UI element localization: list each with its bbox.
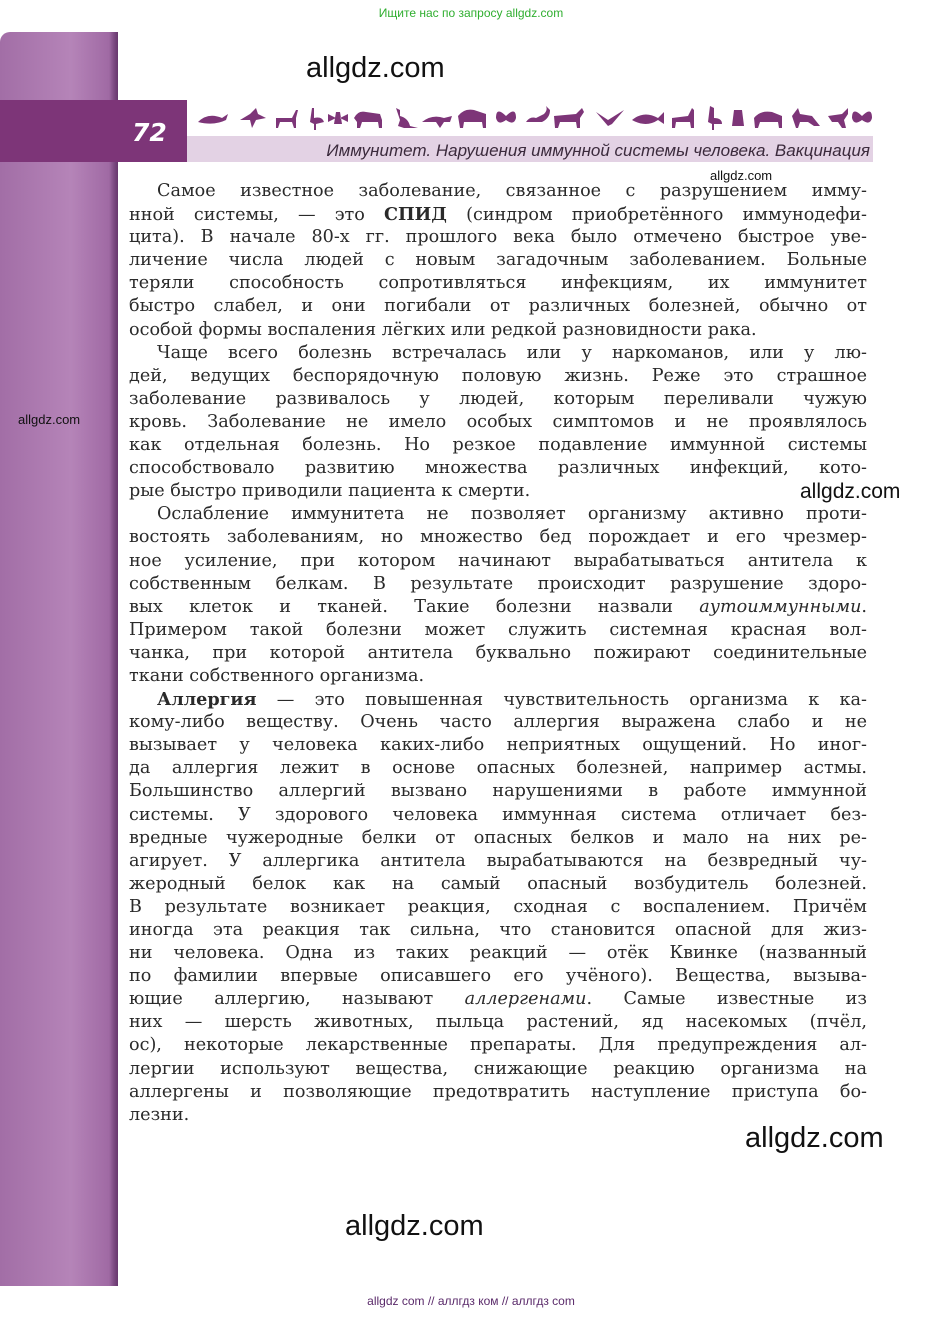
text-line: Большинство аллергий вызвано нарушениями в работе иммунной <box>129 781 867 802</box>
moth-icon <box>852 110 872 128</box>
text-line: вредные чужеродные белки от опасных белков и мало на них ре- <box>129 827 867 848</box>
term-allergens: аллергенами <box>464 989 587 1010</box>
text-line: системы. У здорового человека иммунная система отличает без- <box>129 804 867 825</box>
horse-icon <box>554 108 584 128</box>
bear-icon <box>754 112 782 128</box>
term-allergy: Аллергия <box>157 689 257 711</box>
text-line: ющие аллергию, называют аллергенами. Самые известные из <box>129 989 867 1010</box>
watermark-right-bottom: allgdz.com <box>745 1122 884 1154</box>
watermark-sidebar: allgdz.com <box>18 412 81 427</box>
bird-icon <box>240 108 266 128</box>
text-line: вых клеток и тканей. Такие болезни назвали аутоиммунными. <box>129 596 867 617</box>
dolphin-icon <box>198 114 228 124</box>
text-line: кому-либо веществу. Очень часто аллергия выражена слабо и не <box>129 712 867 733</box>
text-line: ное усиление, при котором начинают вырабатываться антитела к <box>129 550 867 571</box>
text-line: как отдельная болезнь. Но резкое подавление иммунной системы <box>129 435 867 456</box>
text-line: Самое известное заболевание, связанное с разрушением имму- <box>157 181 867 201</box>
bison-icon <box>458 110 486 128</box>
watermark-center-bottom: allgdz.com <box>345 1210 484 1242</box>
text-line: нной системы, — это СПИД (синдром приобретённого иммунодефи- <box>129 204 867 226</box>
scorpion-icon <box>526 106 550 122</box>
text-line: жеродный белок как на самый опасный возбудитель болезней. <box>129 873 867 894</box>
beetle-icon <box>728 110 748 126</box>
animal-silhouettes-strip <box>192 104 872 132</box>
text-line: особой формы воспаления лёгких или редкой разновидности рака. <box>129 319 757 340</box>
text-line: Аллергия — это повышенная чувствительность организма к ка- <box>157 689 867 711</box>
lizard-icon <box>422 116 452 128</box>
text-line: кровь. Заболевание не имело особых симптомов и не проявлялось <box>129 411 867 432</box>
whale-icon <box>632 112 664 124</box>
text-line: вызывает у человека каких-либо неприятных ощущений. Но иног- <box>129 735 867 756</box>
text-line: да аллергия лежит в основе опасных болезней, например астмы. <box>129 758 867 779</box>
text-line: них — шерсть животных, пыльца растений, яд насекомых (пчёл, <box>129 1012 867 1033</box>
text-line: ос), некоторые лекарственные препараты. Для предупреждения ал- <box>129 1035 867 1056</box>
text-line: быстро слабел, и они погибали от различных болезней, обычно от <box>129 296 867 317</box>
text-line: Чаще всего болезнь встречалась или у наркоманов, или у лю- <box>157 342 867 363</box>
deer-icon <box>276 110 298 128</box>
text-line: собственным белкам. В результате происходит разрушение здоро- <box>129 573 867 594</box>
page-number: 72 <box>132 118 167 147</box>
fox-icon <box>792 108 820 128</box>
watermark-header-small: allgdz.com <box>710 168 773 183</box>
text-line: дей, ведущих беспорядочную половую жизнь. Реже это страшное <box>129 365 867 386</box>
text-line: цита). В начале 80-х гг. прошлого века было отмечено быстрое уве- <box>129 227 867 248</box>
text-line: по фамилии впервые описавшего его учёного). Вещества, вызыва- <box>129 966 867 987</box>
text-line: иногда эта реакция так сильна, что становится опасной для жиз- <box>129 920 867 940</box>
insect-icon <box>328 112 348 124</box>
text-line: Ослабление иммунитета не позволяет организму активно проти- <box>157 504 867 525</box>
watermark-right-mid: allgdz.com <box>800 480 901 503</box>
text-line: лезни. <box>129 1104 190 1125</box>
text-line: теряли способность сопротивляться инфекциям, их иммунитет <box>129 273 867 294</box>
goat-icon <box>672 108 694 128</box>
ostrich-icon <box>310 108 324 130</box>
text-line: ни человека. Одна из таких реакций — отёк Квинке (названный <box>129 943 867 964</box>
text-line: Примером такой болезни может служить системная красная вол- <box>129 619 867 640</box>
body-text <box>129 180 867 1127</box>
header-title: Иммунитет. Нарушения иммунной системы человека. Вакцинация <box>326 141 870 160</box>
sidebar-edge-shadow <box>110 32 118 1286</box>
text-line: ткани собственного организма. <box>129 665 425 686</box>
page-sidebar <box>0 32 118 1286</box>
term-spid: СПИД <box>384 204 447 226</box>
watermark-top: allgdz.com <box>306 52 445 84</box>
heron-icon <box>708 106 722 130</box>
text-line: лергии используют вещества, снижающие реакцию организма на <box>129 1058 867 1079</box>
text-line: агирует. У аллергика антитела вырабатываются на безвредный чу- <box>129 850 867 871</box>
running-bird-icon <box>828 108 848 128</box>
lion-icon <box>354 112 382 128</box>
text-line: способствовало развитию множества различных инфекций, кото- <box>129 458 867 479</box>
top-search-banner[interactable]: Ищите нас по запросу allgdz.com <box>378 6 564 20</box>
text-line: В результате возникает реакция, сходная с воспалением. Причём <box>129 896 867 917</box>
butterfly-icon <box>496 110 516 128</box>
text-line: заболевание развивалось у людей, которым переливали чужую <box>129 388 867 409</box>
text-line: чанка, при которой антитела буквально пожирают соединительные <box>129 642 867 663</box>
text-line: личение числа людей с новым загадочным заболеванием. Больные <box>129 250 867 271</box>
text-line: востоять заболеваниям, но множество бед порождает и его чрезмер- <box>129 527 867 548</box>
term-autoimmune: аутоиммунными <box>699 596 862 617</box>
text-line: рые быстро приводили пациента к смерти. <box>129 481 531 502</box>
kangaroo-icon <box>396 108 418 128</box>
bird-flying-icon <box>596 110 624 126</box>
footer-links[interactable]: allgdz com // аллгдз ком // аллгдз com <box>367 1294 575 1308</box>
text-line: аллергены и позволяющие предотвратить наступление приступа бо- <box>129 1081 867 1102</box>
